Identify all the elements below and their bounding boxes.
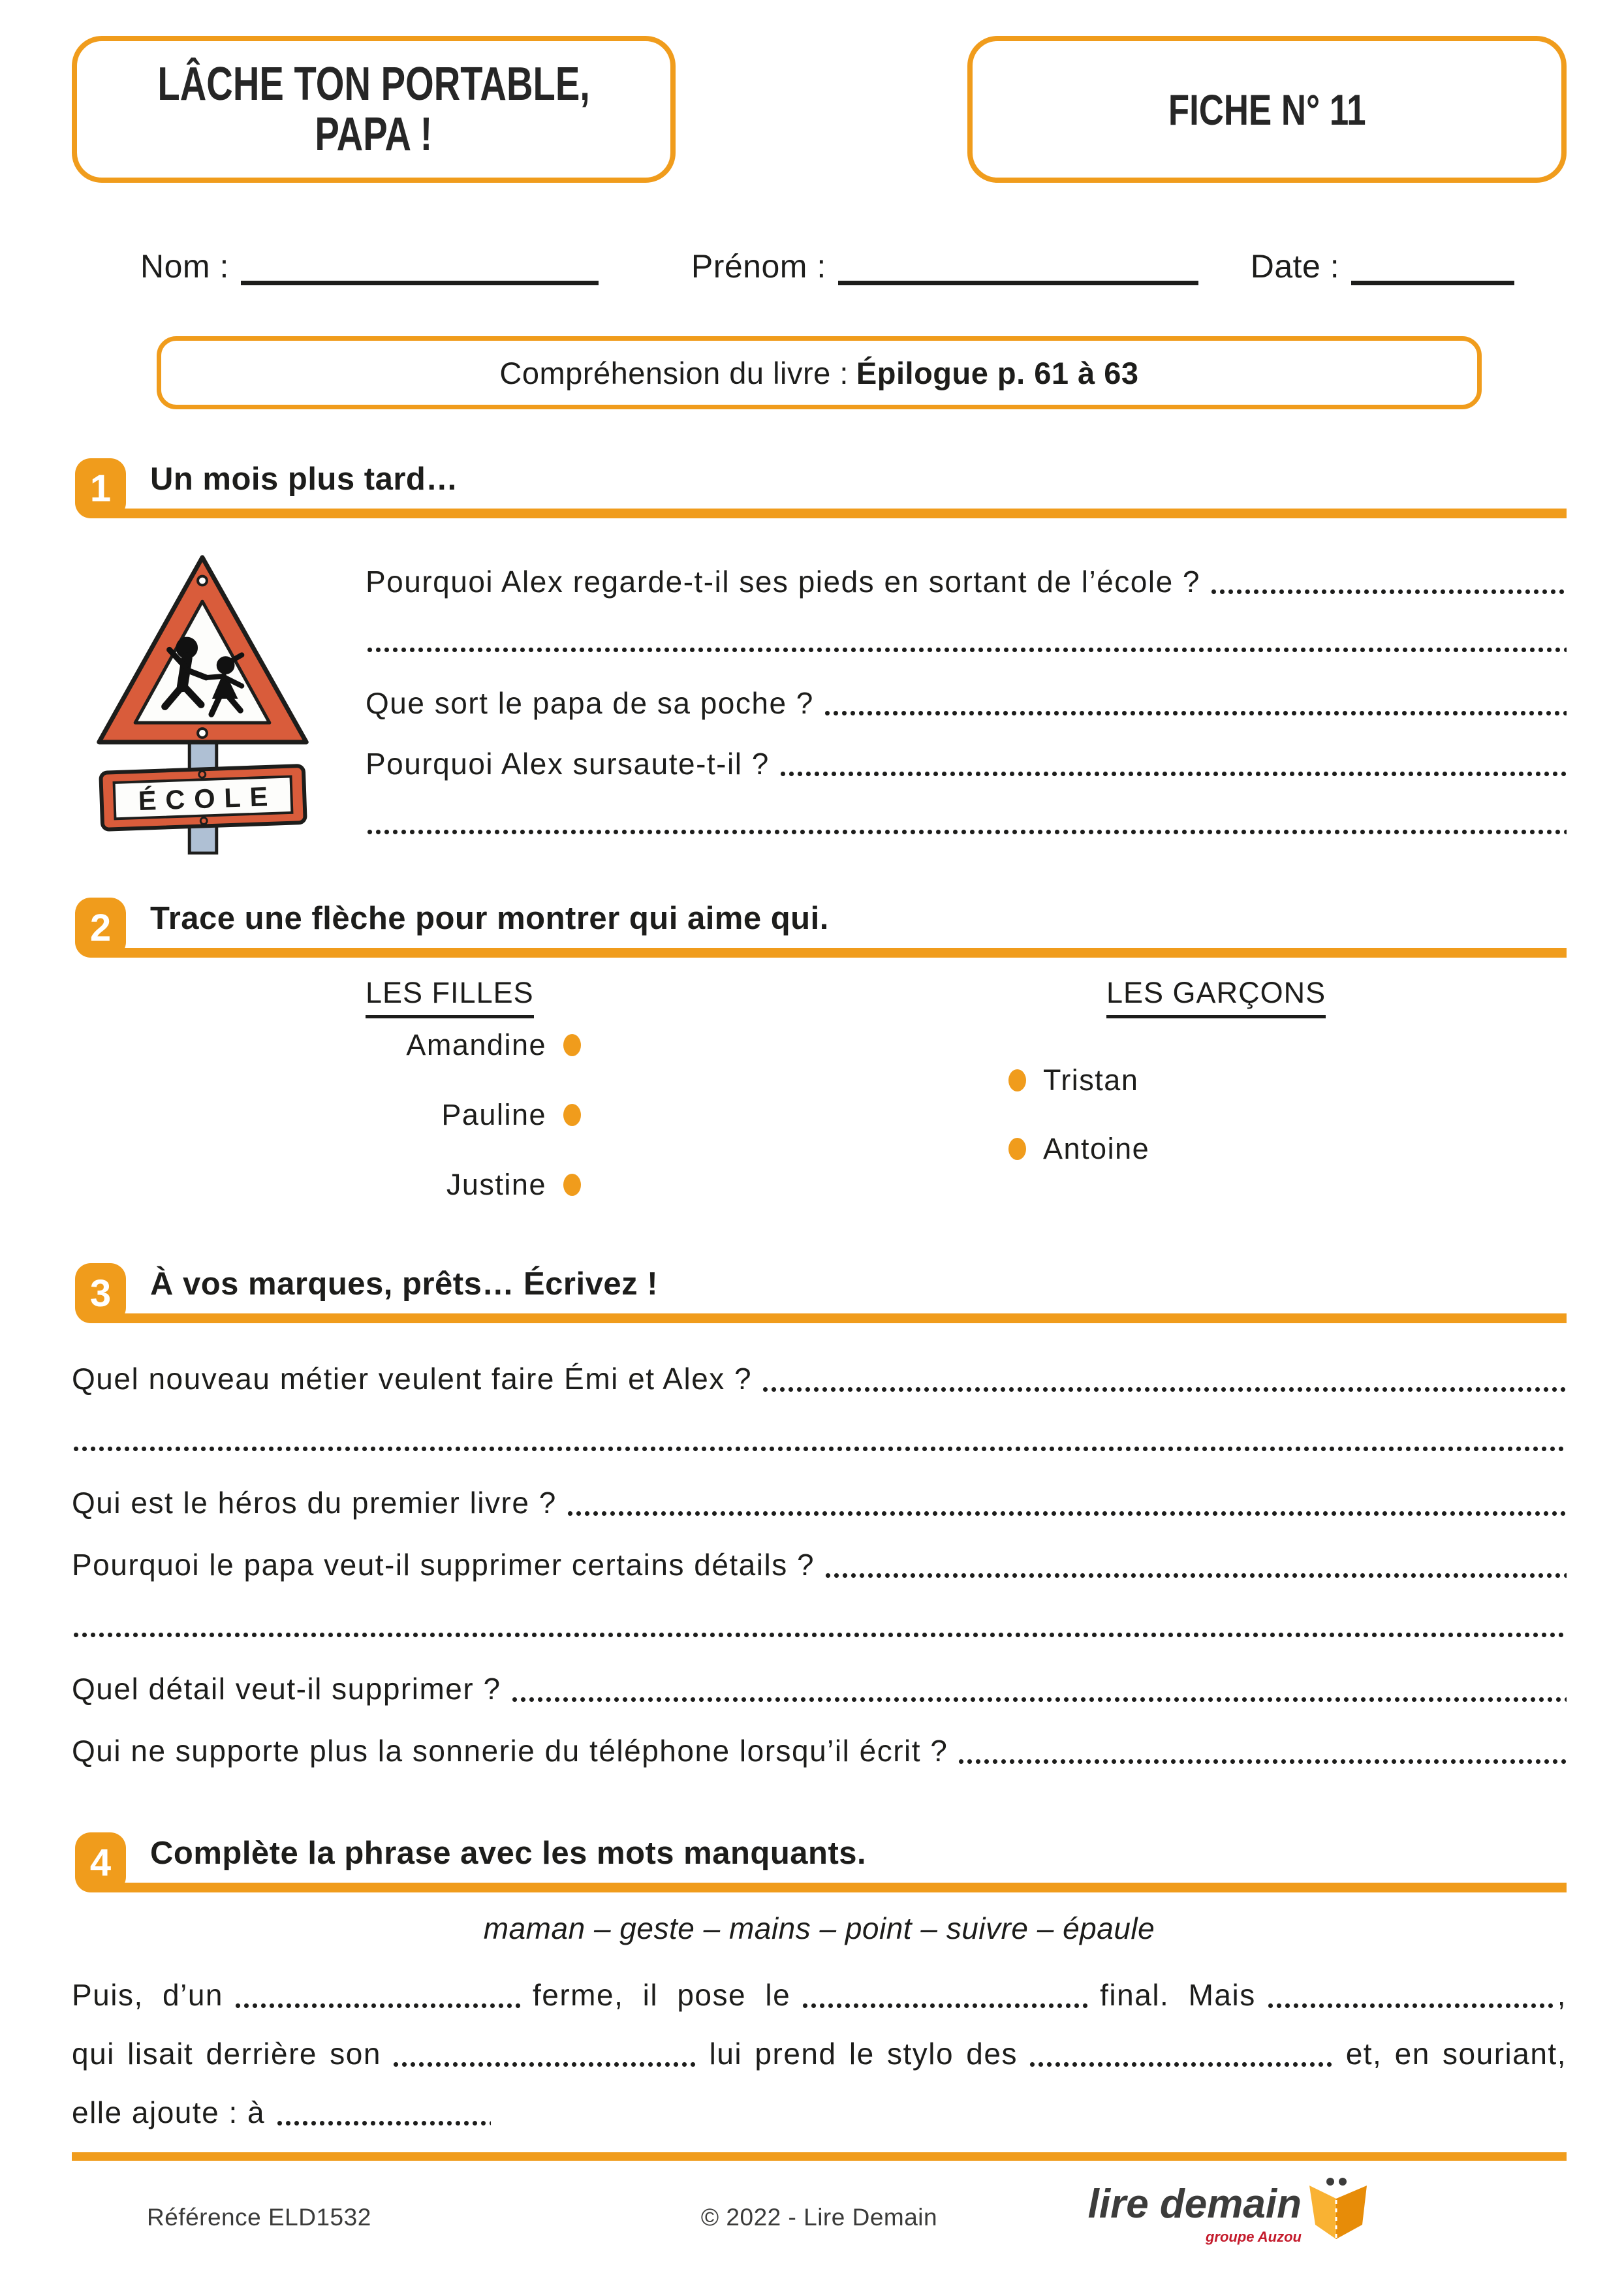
prenom-label: Prénom : xyxy=(691,248,826,285)
connector-dot xyxy=(563,1104,581,1126)
boy-item xyxy=(1008,1132,1149,1166)
subtitle-emphasis: Épilogue p. 61 à 63 xyxy=(856,355,1139,390)
question-row xyxy=(72,1533,1567,1595)
reference-label: Référence ELD1532 xyxy=(147,2204,371,2231)
answer-dots xyxy=(823,672,1567,733)
answer-dots xyxy=(779,733,1567,794)
section2-number-badge: 2 xyxy=(75,898,126,958)
subtitle-prefix: Compréhension du livre : xyxy=(499,355,849,390)
answer-dots xyxy=(566,1471,1567,1533)
cloze-text: qui lisait derrière son xyxy=(72,2037,381,2071)
question-text: Qui est le héros du premier livre ? xyxy=(72,1485,557,1520)
connector-dot xyxy=(563,1034,581,1056)
cloze-text: ferme, il pose le xyxy=(532,1978,791,2012)
matching-exercise xyxy=(72,976,1567,1204)
girl-item xyxy=(215,1098,581,1132)
girl-item xyxy=(215,1168,581,1202)
ecole-panel xyxy=(101,766,305,830)
question-text: Pourquoi Alex sursaute-t-il ? xyxy=(366,746,770,781)
question-row xyxy=(366,733,1567,794)
question-text: Que sort le papa de sa poche ? xyxy=(366,685,814,720)
logo-text: lire demain xyxy=(1087,2182,1302,2227)
section1-number-badge: 1 xyxy=(75,458,126,518)
question-text: Pourquoi Alex regarde-t-il ses pieds en sortant de l’école ? xyxy=(366,564,1201,599)
subtitle-box xyxy=(157,336,1482,409)
cloze-text: Puis, d’un xyxy=(72,1978,224,2012)
section3-number-badge: 3 xyxy=(75,1263,126,1323)
copyright-label: © 2022 - Lire Demain xyxy=(700,2204,938,2231)
section2-title: Trace une flèche pour montrer qui aime qui. xyxy=(150,901,829,936)
footer xyxy=(72,2179,1567,2257)
header xyxy=(72,36,1567,183)
answer-line xyxy=(366,612,1567,672)
section3-questions xyxy=(72,1347,1567,1781)
cloze-line xyxy=(72,1966,1567,2024)
question-row xyxy=(72,1471,1567,1533)
section1-header xyxy=(72,458,1567,518)
girl-name: Amandine xyxy=(406,1028,546,1061)
cloze-blank xyxy=(1266,1966,1555,2024)
girl-name: Justine xyxy=(446,1168,546,1201)
boy-name: Tristan xyxy=(1043,1063,1139,1097)
girl-name: Pauline xyxy=(441,1098,546,1131)
question-text: Quel détail veut-il supprimer ? xyxy=(72,1671,501,1706)
question-text: Pourquoi le papa veut-il supprimer certains détails ? xyxy=(72,1547,815,1582)
question-row xyxy=(72,1719,1567,1781)
cloze-blank xyxy=(1028,2024,1335,2083)
cloze-blank xyxy=(801,1966,1089,2024)
answer-line xyxy=(72,1409,1567,1471)
book-title-box xyxy=(72,36,676,183)
ecole-sign-label: ÉCOLE xyxy=(138,780,277,817)
boy-item xyxy=(1008,1063,1138,1097)
question-text: Qui ne supporte plus la sonnerie du téléphone lorsqu’il écrit ? xyxy=(72,1733,948,1768)
section2-header xyxy=(72,898,1567,958)
answer-dots xyxy=(957,1719,1567,1781)
cloze-line xyxy=(72,2083,1567,2142)
footer-rule xyxy=(72,2152,1567,2161)
cloze-text: elle ajoute : à xyxy=(72,2095,266,2129)
publisher-logo xyxy=(1088,2184,1371,2247)
question-row xyxy=(366,672,1567,733)
question-row xyxy=(72,1347,1567,1409)
question-row xyxy=(72,1657,1567,1719)
section4-title: Complète la phrase avec les mots manquants. xyxy=(150,1836,867,1871)
question-text: Quel nouveau métier veulent faire Émi et Alex ? xyxy=(72,1361,753,1396)
nom-write-line xyxy=(241,247,599,285)
cloze-blank xyxy=(234,1966,522,2024)
section4-rule xyxy=(98,1883,1567,1892)
section3-rule xyxy=(98,1313,1567,1323)
fiche-number-label: FICHE N° 11 xyxy=(1168,85,1366,134)
section3-title: À vos marques, prêts… Écrivez ! xyxy=(150,1266,659,1302)
section1-title: Un mois plus tard… xyxy=(150,462,458,497)
logo-subtext: groupe Auzou xyxy=(1205,2229,1302,2245)
girls-column-header: LES FILLES xyxy=(366,976,534,1018)
date-write-line xyxy=(1351,247,1514,285)
cloze-text: lui prend le stylo des xyxy=(709,2037,1018,2071)
word-bank: maman – geste – mains – point – suivre – épaule xyxy=(483,1911,1155,1945)
identity-row xyxy=(140,245,1567,285)
date-label: Date : xyxy=(1250,248,1340,285)
nom-label: Nom : xyxy=(140,248,229,285)
question-row xyxy=(366,551,1567,612)
section1-questions xyxy=(366,551,1567,855)
answer-dots xyxy=(1210,551,1567,612)
cloze-text: , xyxy=(1557,1978,1567,2012)
cloze-line xyxy=(72,2024,1567,2083)
cloze-text: et, en souriant, xyxy=(1345,2037,1567,2071)
answer-dots xyxy=(824,1533,1567,1595)
answer-line xyxy=(366,794,1567,855)
section1-content xyxy=(72,551,1567,855)
section4-number-badge: 4 xyxy=(75,1832,126,1892)
book-title-line2: PAPA ! xyxy=(315,108,433,161)
section4-header xyxy=(72,1832,1567,1892)
fiche-number-box xyxy=(967,36,1567,183)
girl-item xyxy=(215,1028,581,1062)
connector-dot xyxy=(1008,1069,1026,1091)
cloze-paragraph xyxy=(72,1966,1567,2142)
answer-dots xyxy=(510,1657,1567,1719)
boys-column-header: LES GARÇONS xyxy=(1106,976,1326,1018)
ecole-sign-illustration xyxy=(90,551,315,855)
connector-dot xyxy=(1008,1138,1026,1160)
prenom-write-line xyxy=(838,247,1198,285)
section2-rule xyxy=(98,948,1567,958)
open-book-icon xyxy=(1305,2175,1371,2247)
cloze-blank xyxy=(275,2083,491,2142)
cloze-text: final. Mais xyxy=(1100,1978,1256,2012)
connector-dot xyxy=(563,1174,581,1196)
answer-dots xyxy=(761,1347,1567,1409)
cloze-blank xyxy=(392,2024,699,2083)
section1-rule xyxy=(98,509,1567,518)
ecole-sign-svg xyxy=(90,551,315,855)
answer-line xyxy=(72,1595,1567,1657)
section3-header xyxy=(72,1263,1567,1323)
book-title-line1: LÂCHE TON PORTABLE, xyxy=(157,58,590,111)
boy-name: Antoine xyxy=(1043,1132,1150,1165)
